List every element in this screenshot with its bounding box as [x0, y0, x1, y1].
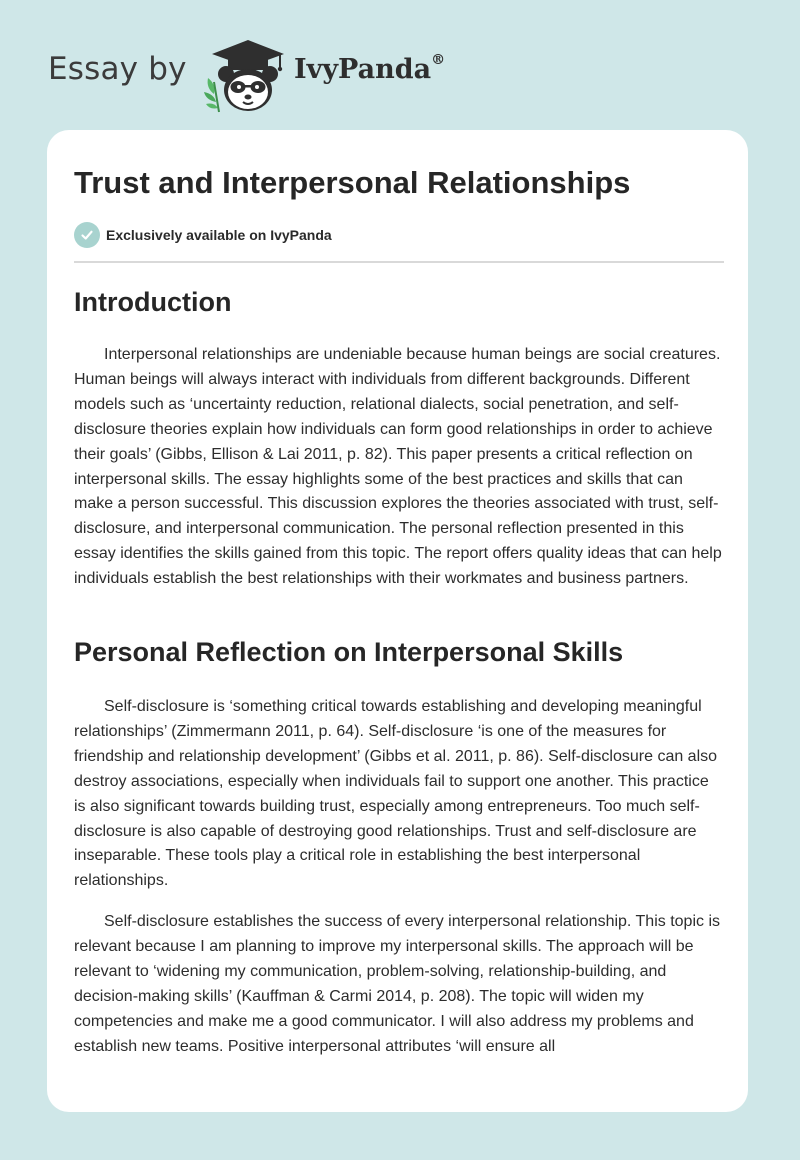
- paragraph: Interpersonal relationships are undeniable because human beings are social creatures. Human beings will always interact with individuals from different backgrounds. Different models such as ‘uncertainty reduction, relational dialects, social penetration, and self-disclosure theories explain how individuals can form good relationships in order to achieve their goals’ (Gibbs, Ellison & Lai 2011, p. 82). This paper presents a critical reflection on interpersonal skills. The essay highlights some of the best practices and skills that can make a person successful. This discussion explores the theories associated with trust, self-disclosure, and interpersonal communication. The personal reflection presented in this essay identifies the skills gained from this topic. The report offers quality ideas that can help individuals establish the best relationships with their workmates and business partners.: [74, 346, 722, 588]
- site-header: [0, 0, 800, 130]
- essay-card: [47, 130, 748, 1112]
- paragraph: Self-disclosure establishes the success of every interpersonal relationship. This topic is relevant because I am planning to improve my interpersonal skills. The approach will be relevant to ‘widening my communication, problem-solving, relationship-building, and decision-making skills’ (Kauffman & Carmi 2014, p. 208). The topic will widen my competencies and make me a good communicator. I will also address my problems and establish new teams. Positive interpersonal attributes ‘will ensure all: [74, 913, 720, 1055]
- brand-name[interactable]: [294, 54, 445, 85]
- exclusive-badge-text: Exclusively available on IvyPanda: [106, 227, 332, 243]
- panda-graduate-icon[interactable]: [200, 36, 292, 114]
- essay-title: Trust and Interpersonal Relationships: [74, 165, 631, 200]
- registered-mark: ®: [431, 52, 446, 68]
- check-icon: [74, 222, 100, 248]
- section-heading-introduction: Introduction: [74, 287, 232, 317]
- brand-name-text: IvyPanda: [294, 54, 432, 85]
- brand-prefix: Essay by: [48, 51, 187, 87]
- title-divider: [74, 261, 724, 263]
- paragraph: Self-disclosure is ‘something critical towards establishing and developing meaningful relationships’ (Zimmermann 2011, p. 64). Self-disclosure ‘is one of the measures for friendship and relationship development’ (Gibbs et al. 2011, p. 86). Self-disclosure can also destroy associations, especially when individuals fail to support one another. This practice is also significant towards building trust, especially among entrepreneurs. Too much self-disclosure is also capable of destroying good relationships. Trust and self-disclosure are inseparable. These tools play a critical role in establishing the best interpersonal relationships.: [74, 698, 718, 890]
- section-heading-personal-reflection: Personal Reflection on Interpersonal Skills: [74, 637, 624, 667]
- exclusive-badge: [74, 222, 332, 248]
